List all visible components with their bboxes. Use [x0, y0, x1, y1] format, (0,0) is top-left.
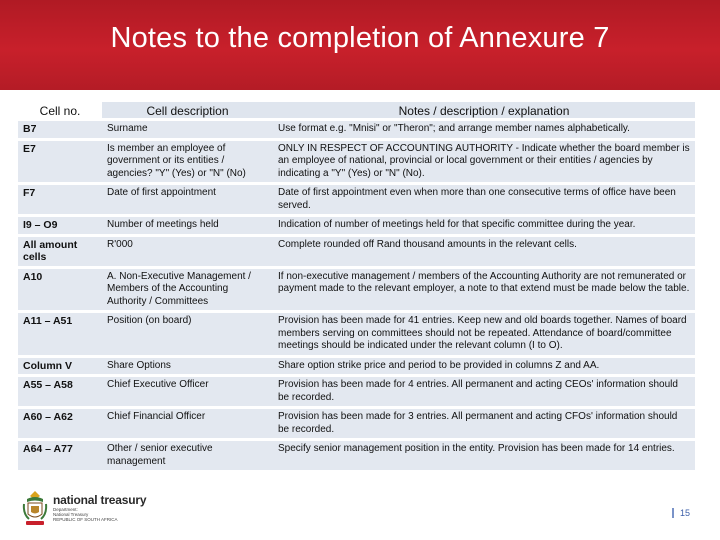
- cell-description: Date of first appointment: [102, 185, 273, 214]
- cell-notes: Specify senior management position in the entity. Provision has been made for 14 entries.: [273, 441, 695, 470]
- table-row: [18, 377, 695, 406]
- brand-sub-line: REPUBLIC OF SOUTH AFRICA: [53, 517, 118, 522]
- cell-description: R'000: [102, 237, 273, 266]
- cell-notes: Provision has been made for 41 entries. Keep new and old boards together. Names of board members serving on committees should not be repeated. Attendance of board/committee meetings should be indicated under the relevant column (I to O).: [273, 313, 695, 355]
- table-row: [18, 409, 695, 438]
- notes-table-container: [18, 99, 695, 473]
- cell-number: A11 – A51: [18, 313, 102, 355]
- cell-notes: Provision has been made for 3 entries. All permanent and acting CFOs' information should be recorded.: [273, 409, 695, 438]
- cell-notes: ONLY IN RESPECT OF ACCOUNTING AUTHORITY - Indicate whether the board member is an employee of national, provincial or local government or their entities / agencies by indicating a "Y" (Yes) or "N" (No).: [273, 141, 695, 183]
- header-cell-description: Cell description: [102, 102, 273, 118]
- cell-number: F7: [18, 185, 102, 214]
- brand-sub-line: Department:: [53, 507, 78, 512]
- table-row: [18, 313, 695, 355]
- brand-sub-line: National Treasury: [53, 512, 89, 517]
- table-row: [18, 185, 695, 214]
- page-title: Notes to the completion of Annexure 7: [110, 22, 610, 54]
- cell-description: Chief Executive Officer: [102, 377, 273, 406]
- cell-number: A55 – A58: [18, 377, 102, 406]
- cell-description: Is member an employee of government or its entities / agencies? "Y" (Yes) or "N" (No): [102, 141, 273, 183]
- cell-notes: Use format e.g. "Mnisi" or "Theron"; and arrange member names alphabetically.: [273, 121, 695, 138]
- cell-description: Surname: [102, 121, 273, 138]
- cell-notes: Share option strike price and period to be provided in columns Z and AA.: [273, 358, 695, 375]
- table-row: [18, 217, 695, 234]
- title-banner: [0, 0, 720, 90]
- table-row: [18, 441, 695, 470]
- header-cell-no: Cell no.: [18, 102, 102, 118]
- cell-number: B7: [18, 121, 102, 138]
- cell-description: Other / senior executive management: [102, 441, 273, 470]
- cell-description: A. Non-Executive Management / Members of the Accounting Authority / Committees: [102, 269, 273, 311]
- notes-table: [18, 99, 695, 473]
- cell-description: Number of meetings held: [102, 217, 273, 234]
- table-header-row: [18, 102, 695, 118]
- table-row: [18, 141, 695, 183]
- cell-number: E7: [18, 141, 102, 183]
- cell-number: Column V: [18, 358, 102, 375]
- cell-number: A64 – A77: [18, 441, 102, 470]
- coat-of-arms-icon: [22, 490, 48, 528]
- table-row: [18, 121, 695, 138]
- cell-number: All amount cells: [18, 237, 102, 266]
- cell-notes: If non-executive management / members of the Accounting Authority are not remunerated or payment made to the relevant employer, a note to that extend must be made below the table.: [273, 269, 695, 311]
- brand-name: national treasury: [53, 493, 147, 507]
- cell-number: A10: [18, 269, 102, 311]
- cell-description: Position (on board): [102, 313, 273, 355]
- brand-logo: [53, 493, 146, 522]
- cell-number: A60 – A62: [18, 409, 102, 438]
- cell-notes: Date of first appointment even when more than one consecutive terms of office have been served.: [273, 185, 695, 214]
- table-row: [18, 269, 695, 311]
- cell-notes: Indication of number of meetings held for that specific committee during the year.: [273, 217, 695, 234]
- cell-description: Share Options: [102, 358, 273, 375]
- table-row: [18, 237, 695, 266]
- cell-notes: Provision has been made for 4 entries. All permanent and acting CEOs' information should be recorded.: [273, 377, 695, 406]
- table-row: [18, 358, 695, 375]
- page-number: 15: [672, 508, 690, 518]
- cell-notes: Complete rounded off Rand thousand amounts in the relevant cells.: [273, 237, 695, 266]
- cell-description: Chief Financial Officer: [102, 409, 273, 438]
- header-notes: Notes / description / explanation: [273, 102, 695, 118]
- cell-number: I9 – O9: [18, 217, 102, 234]
